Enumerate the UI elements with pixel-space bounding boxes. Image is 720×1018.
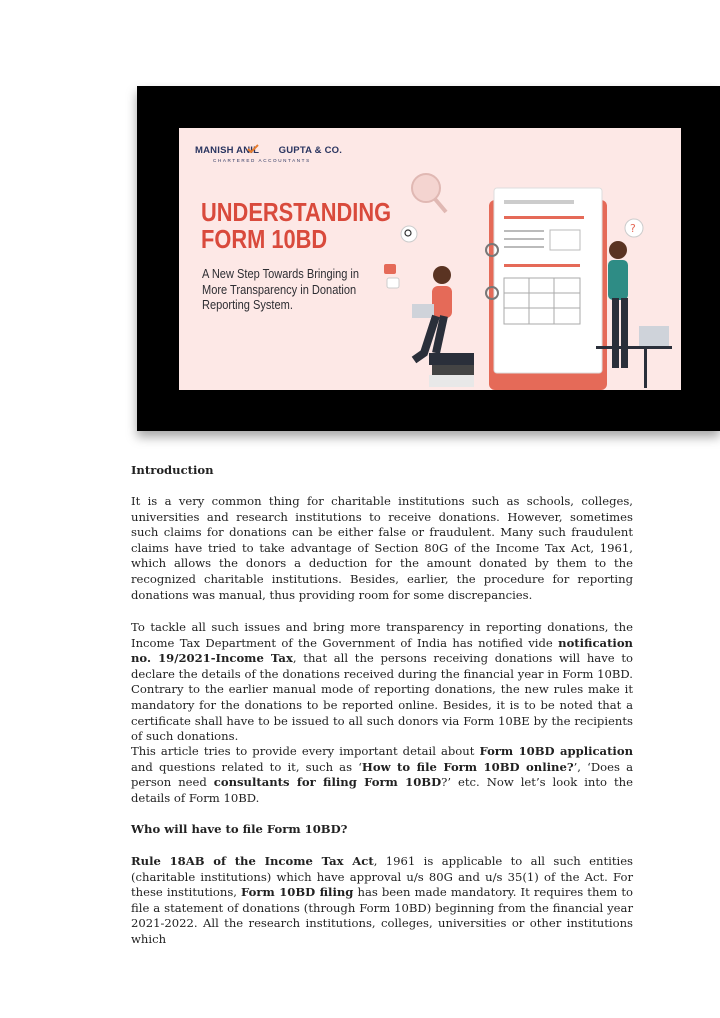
form-illustration [384,138,681,390]
banner-title-line1: UNDERSTANDING [201,197,392,227]
logo-text-1: MANISH ANIL [195,145,259,156]
paragraph-3: This article tries to provide every important detail about Form 10BD application and questions related to it, such as ‘How to file Form 10BD online?’, ‘Does a person need consultants for filing Form 10BD?’ etc. Now let’s look into the details of Form 10BD. [131,744,633,805]
who-heading: Who will have to file Form 10BD? [131,822,348,836]
logo-text-2: GUPTA & CO. [278,145,343,156]
banner-subtitle: A New Step Towards Bringing in More Transparency in Donation Reporting System. [202,266,360,312]
banner-title-line2: FORM 10BD [201,224,328,254]
paragraph-1: It is a very common thing for charitable institutions such as schools, colleges, universities and research institutions to receive donations. However, sometimes such claims for donations can be either false or fraudulent. Many such fraudulent claims have tried to take advantage of Section 80G of the Income Tax Act, 1961, which allows the donors a deduction for the amount donated by them to the recognized charitable institutions. Besides, earlier, the procedure for reporting donations was manual, thus providing room for some discrepancies. [131,494,633,602]
logo-subtitle: CHARTERED ACCOUNTANTS [213,158,311,163]
banner-title [201,199,391,253]
svg-text:?: ? [630,222,636,235]
logo-check-icon [247,144,259,154]
paragraph-4: Rule 18AB of the Income Tax Act, 1961 is applicable to all such entities (charitable institutions) which have approval u/s 80G and u/s 35(1) of the Act. For these institutions, Form 10BD filing has been made mandatory. It requires them to file a statement of donations (through Form 10BD) beginning from the financial year 2021-2022. All the research institutions, colleges, universities or other institutions which [131,854,634,946]
firm-logo [195,145,342,156]
banner-image [179,128,681,390]
banner-frame [137,86,720,431]
paragraph-2: To tackle all such issues and bring more transparency in reporting donations, the Income Tax Department of the Government of India has notified vide notification no. 19/2021-Income Tax, that all the persons receiving donations will have to declare the details of the donations received during the financial year in Form 10BD. Contrary to the earlier manual mode of reporting donations, the new rules make it mandatory for the donations to be reported online. Besides, it is to be noted that a certificate shall have to be issued to all such donors via Form 10BE by the recipients of such donations. [131,620,634,744]
intro-heading: Introduction [131,463,214,477]
